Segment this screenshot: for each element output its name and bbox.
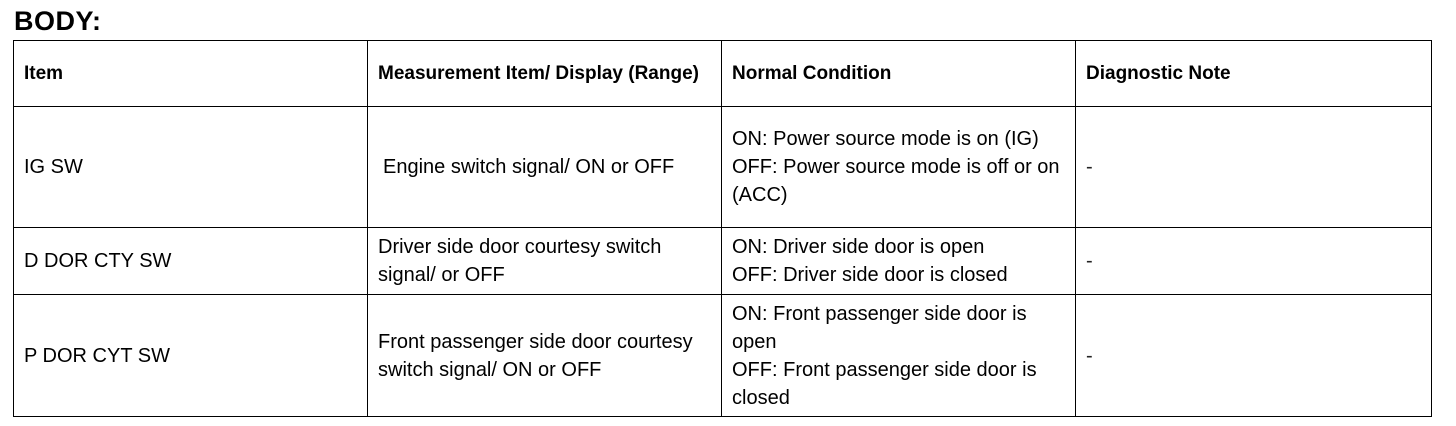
table-row xyxy=(14,295,1432,417)
item-cell: P DOR CYT SW xyxy=(14,295,368,417)
diagnostic-note-cell: - xyxy=(1076,228,1432,295)
column-header-diagnostic-note: Diagnostic Note xyxy=(1076,41,1432,107)
column-header-normal-condition: Normal Condition xyxy=(722,41,1076,107)
body-data-table xyxy=(13,40,1432,417)
normal-off-line: OFF: Power source mode is off or on (ACC) xyxy=(732,156,1060,206)
diagnostic-note-cell: - xyxy=(1076,295,1432,417)
normal-off-line: OFF: Front passenger side door is closed xyxy=(732,358,1037,409)
column-header-measurement: Measurement Item/ Display (Range) xyxy=(368,41,722,107)
normal-on-line: ON: Driver side door is open xyxy=(732,236,985,258)
measurement-cell: Front passenger side door courtesy switch signal/ ON or OFF xyxy=(368,295,722,417)
normal-condition-cell xyxy=(722,295,1076,417)
item-cell: D DOR CTY SW xyxy=(14,228,368,295)
normal-off-line: OFF: Driver side door is closed xyxy=(732,264,1008,286)
item-cell: IG SW xyxy=(14,107,368,228)
diagnostic-note-cell: - xyxy=(1076,107,1432,228)
column-header-item: Item xyxy=(14,41,368,107)
table-row xyxy=(14,228,1432,295)
section-title: BODY: xyxy=(14,6,102,36)
normal-condition-cell xyxy=(722,228,1076,295)
normal-on-line: ON: Power source mode is on (IG) xyxy=(732,128,1039,150)
table-row xyxy=(14,107,1432,228)
normal-condition-cell xyxy=(722,107,1076,228)
table-header-row xyxy=(14,41,1432,107)
measurement-cell: Engine switch signal/ ON or OFF xyxy=(368,107,722,228)
measurement-cell: Driver side door courtesy switch signal/ or OFF xyxy=(368,228,722,295)
normal-on-line: ON: Front passenger side door is open xyxy=(732,302,1027,353)
